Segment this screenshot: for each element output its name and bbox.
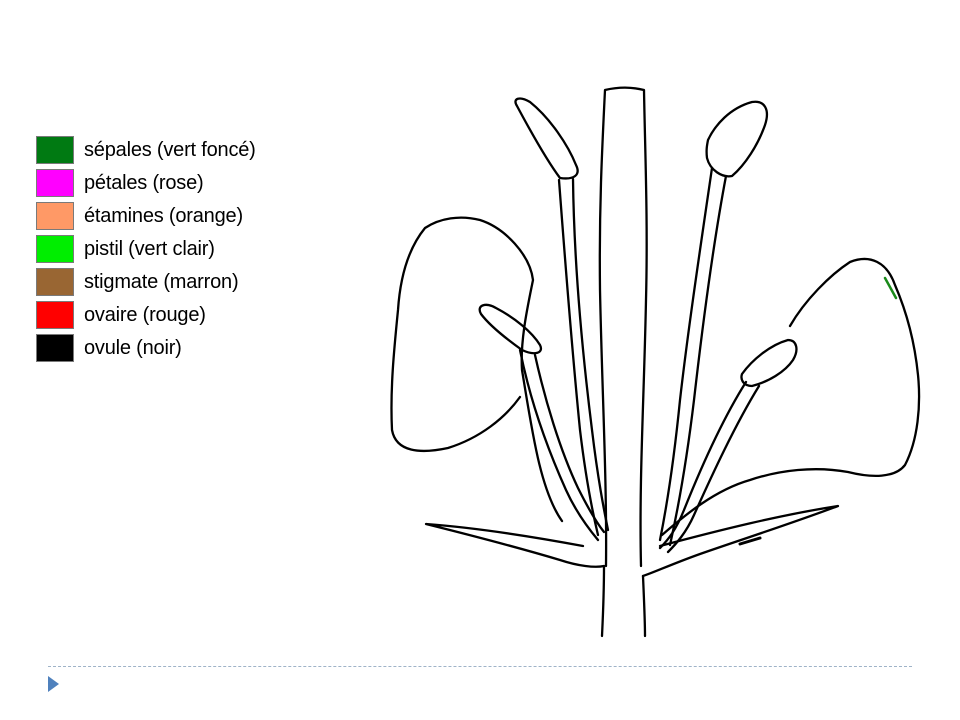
legend-label-etamines: étamines (orange) xyxy=(84,204,243,227)
legend-label-ovaire: ovaire (rouge) xyxy=(84,303,206,326)
triangle-bullet-icon xyxy=(48,676,59,692)
left-sepal xyxy=(426,524,604,567)
stamen-tall-right xyxy=(707,102,767,177)
legend-label-ovule: ovule (noir) xyxy=(84,336,182,359)
stamen-short-right-filament xyxy=(660,382,759,552)
legend-label-sepales: sépales (vert foncé) xyxy=(84,138,256,161)
flower-stem xyxy=(602,566,645,636)
pistil-style xyxy=(600,88,647,566)
stamen-short-left xyxy=(480,305,541,353)
stamen-short-right xyxy=(741,340,796,386)
footer-divider xyxy=(48,666,912,667)
stamen-tall-left xyxy=(515,99,577,179)
right-petal xyxy=(662,259,919,535)
legend-label-stigmate: stigmate (marron) xyxy=(84,270,239,293)
right-sepal xyxy=(643,506,838,576)
legend-label-petales: pétales (rose) xyxy=(84,171,204,194)
legend-label-pistil: pistil (vert clair) xyxy=(84,237,215,260)
left-petal xyxy=(391,218,562,521)
stamen-short-left-filament xyxy=(520,350,604,540)
